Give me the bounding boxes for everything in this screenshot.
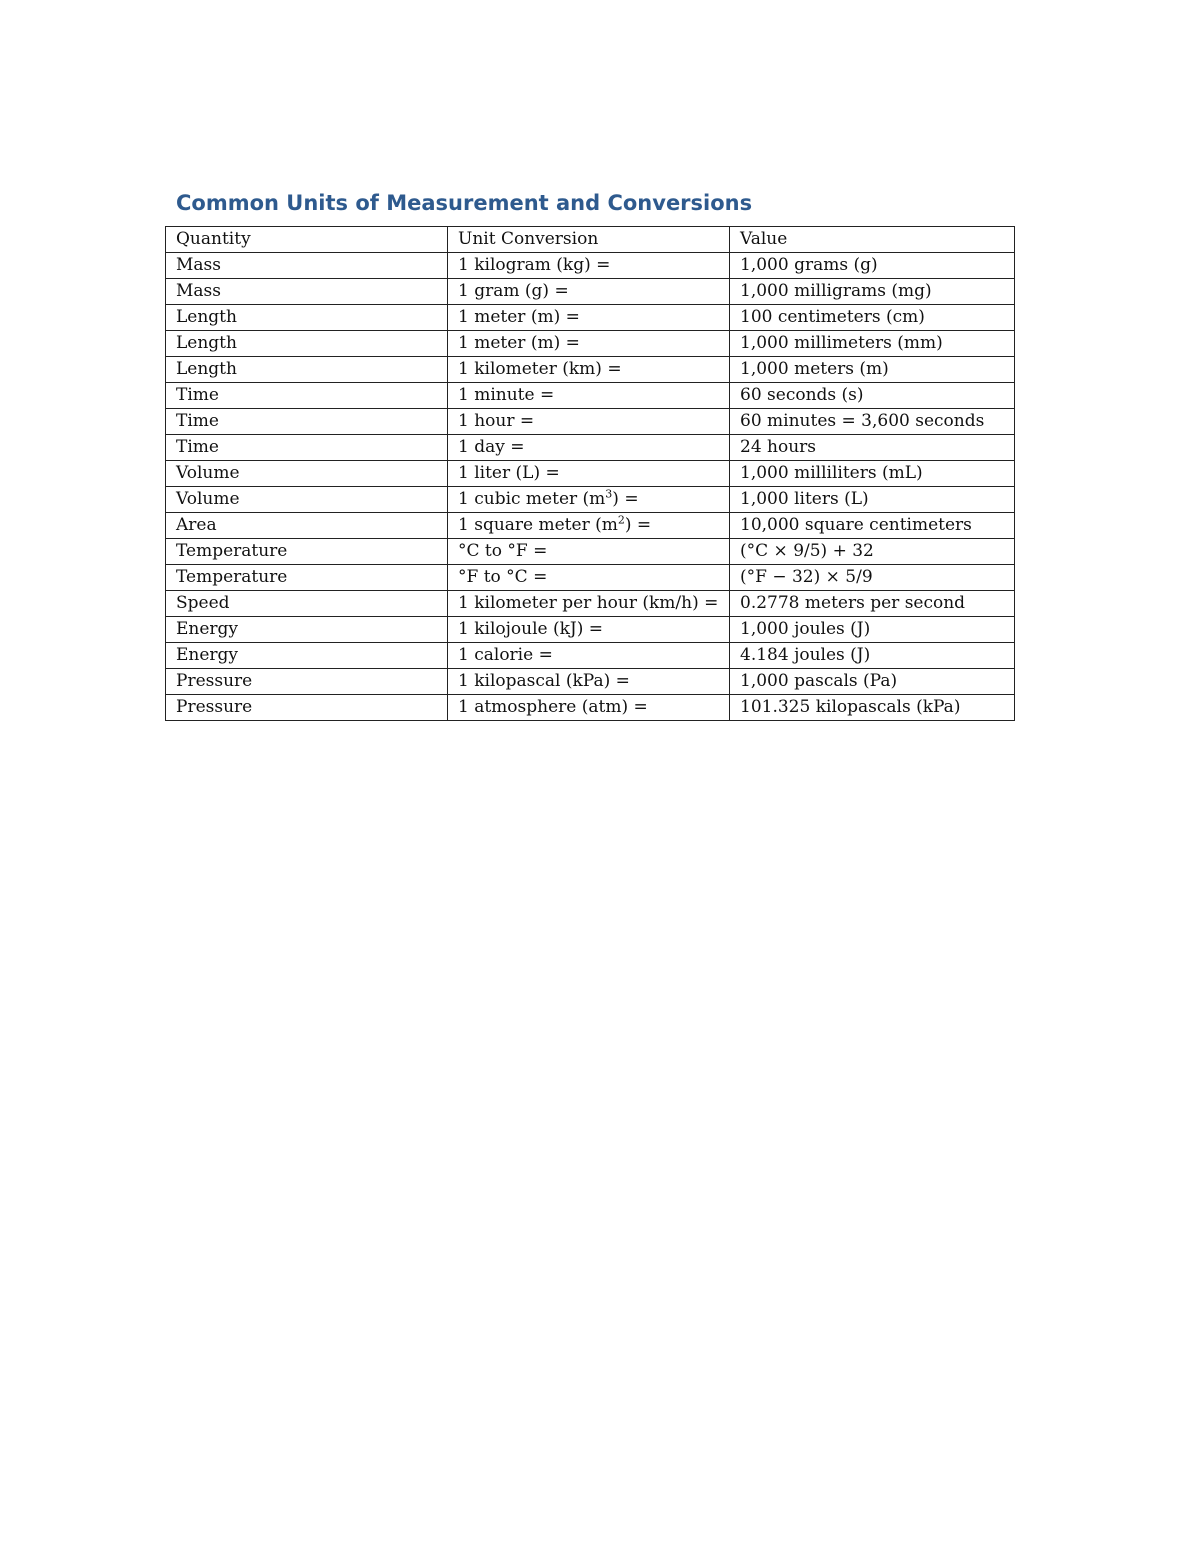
quantity-cell: Energy — [166, 643, 448, 669]
value-cell: (°F − 32) × 5/9 — [730, 565, 1015, 591]
value-cell: 1,000 pascals (Pa) — [730, 669, 1015, 695]
conversion-cell: 1 day = — [448, 435, 730, 461]
conversion-cell: 1 hour = — [448, 409, 730, 435]
header-quantity: Quantity — [166, 227, 448, 253]
value-cell: 24 hours — [730, 435, 1015, 461]
quantity-cell: Length — [166, 357, 448, 383]
superscript-exponent: 2 — [617, 513, 625, 527]
conversion-cell — [448, 513, 730, 539]
conversion-cell: 1 kilopascal (kPa) = — [448, 669, 730, 695]
table-row — [166, 305, 1015, 331]
quantity-cell: Time — [166, 409, 448, 435]
table-row — [166, 539, 1015, 565]
value-cell: 0.2778 meters per second — [730, 591, 1015, 617]
conversion-cell: 1 liter (L) = — [448, 461, 730, 487]
table-row — [166, 487, 1015, 513]
conversion-cell: 1 atmosphere (atm) = — [448, 695, 730, 721]
value-cell: 1,000 millimeters (mm) — [730, 331, 1015, 357]
value-cell: 4.184 joules (J) — [730, 643, 1015, 669]
value-cell: 10,000 square centimeters — [730, 513, 1015, 539]
table-row — [166, 435, 1015, 461]
table-row — [166, 695, 1015, 721]
quantity-cell: Temperature — [166, 565, 448, 591]
conversion-cell: °F to °C = — [448, 565, 730, 591]
conversion-cell: 1 kilometer per hour (km/h) = — [448, 591, 730, 617]
table-row — [166, 357, 1015, 383]
conversion-suffix: ) = — [624, 515, 652, 535]
value-cell: 100 centimeters (cm) — [730, 305, 1015, 331]
conversion-cell: 1 meter (m) = — [448, 331, 730, 357]
page-title: Common Units of Measurement and Conversions — [176, 191, 753, 215]
quantity-cell: Speed — [166, 591, 448, 617]
quantity-cell: Time — [166, 435, 448, 461]
table-row — [166, 591, 1015, 617]
table-header-row — [166, 227, 1015, 253]
value-cell: 60 minutes = 3,600 seconds — [730, 409, 1015, 435]
quantity-cell: Temperature — [166, 539, 448, 565]
conversion-suffix: ) = — [612, 489, 639, 509]
quantity-cell: Mass — [166, 253, 448, 279]
quantity-cell: Pressure — [166, 669, 448, 695]
conversion-cell: °C to °F = — [448, 539, 730, 565]
value-cell: 1,000 meters (m) — [730, 357, 1015, 383]
conversion-cell: 1 meter (m) = — [448, 305, 730, 331]
table-row — [166, 617, 1015, 643]
conversion-prefix: 1 cubic meter (m — [458, 489, 606, 509]
conversion-cell: 1 gram (g) = — [448, 279, 730, 305]
value-cell: 101.325 kilopascals (kPa) — [730, 695, 1015, 721]
table-row — [166, 253, 1015, 279]
header-unit-conversion: Unit Conversion — [448, 227, 730, 253]
table-row — [166, 409, 1015, 435]
table-row — [166, 331, 1015, 357]
table-row — [166, 565, 1015, 591]
value-cell: 1,000 milligrams (mg) — [730, 279, 1015, 305]
quantity-cell: Pressure — [166, 695, 448, 721]
header-value: Value — [730, 227, 1015, 253]
table-row — [166, 461, 1015, 487]
quantity-cell: Time — [166, 383, 448, 409]
quantity-cell: Length — [166, 331, 448, 357]
quantity-cell: Mass — [166, 279, 448, 305]
conversion-cell: 1 calorie = — [448, 643, 730, 669]
conversion-cell: 1 kilogram (kg) = — [448, 253, 730, 279]
value-cell: 1,000 liters (L) — [730, 487, 1015, 513]
conversion-cell: 1 minute = — [448, 383, 730, 409]
quantity-cell: Volume — [166, 487, 448, 513]
conversion-cell — [448, 487, 730, 513]
quantity-cell: Length — [166, 305, 448, 331]
table-row — [166, 383, 1015, 409]
conversion-cell: 1 kilojoule (kJ) = — [448, 617, 730, 643]
value-cell: 1,000 milliliters (mL) — [730, 461, 1015, 487]
value-cell: 60 seconds (s) — [730, 383, 1015, 409]
superscript-exponent: 3 — [605, 487, 613, 501]
quantity-cell: Volume — [166, 461, 448, 487]
conversion-cell: 1 kilometer (km) = — [448, 357, 730, 383]
table-row — [166, 669, 1015, 695]
table-row — [166, 513, 1015, 539]
conversion-prefix: 1 square meter (m — [458, 515, 618, 535]
value-cell: 1,000 joules (J) — [730, 617, 1015, 643]
quantity-cell: Energy — [166, 617, 448, 643]
value-cell: 1,000 grams (g) — [730, 253, 1015, 279]
conversion-table — [165, 226, 1015, 721]
table-row — [166, 279, 1015, 305]
quantity-cell: Area — [166, 513, 448, 539]
table-row — [166, 643, 1015, 669]
value-cell: (°C × 9/5) + 32 — [730, 539, 1015, 565]
